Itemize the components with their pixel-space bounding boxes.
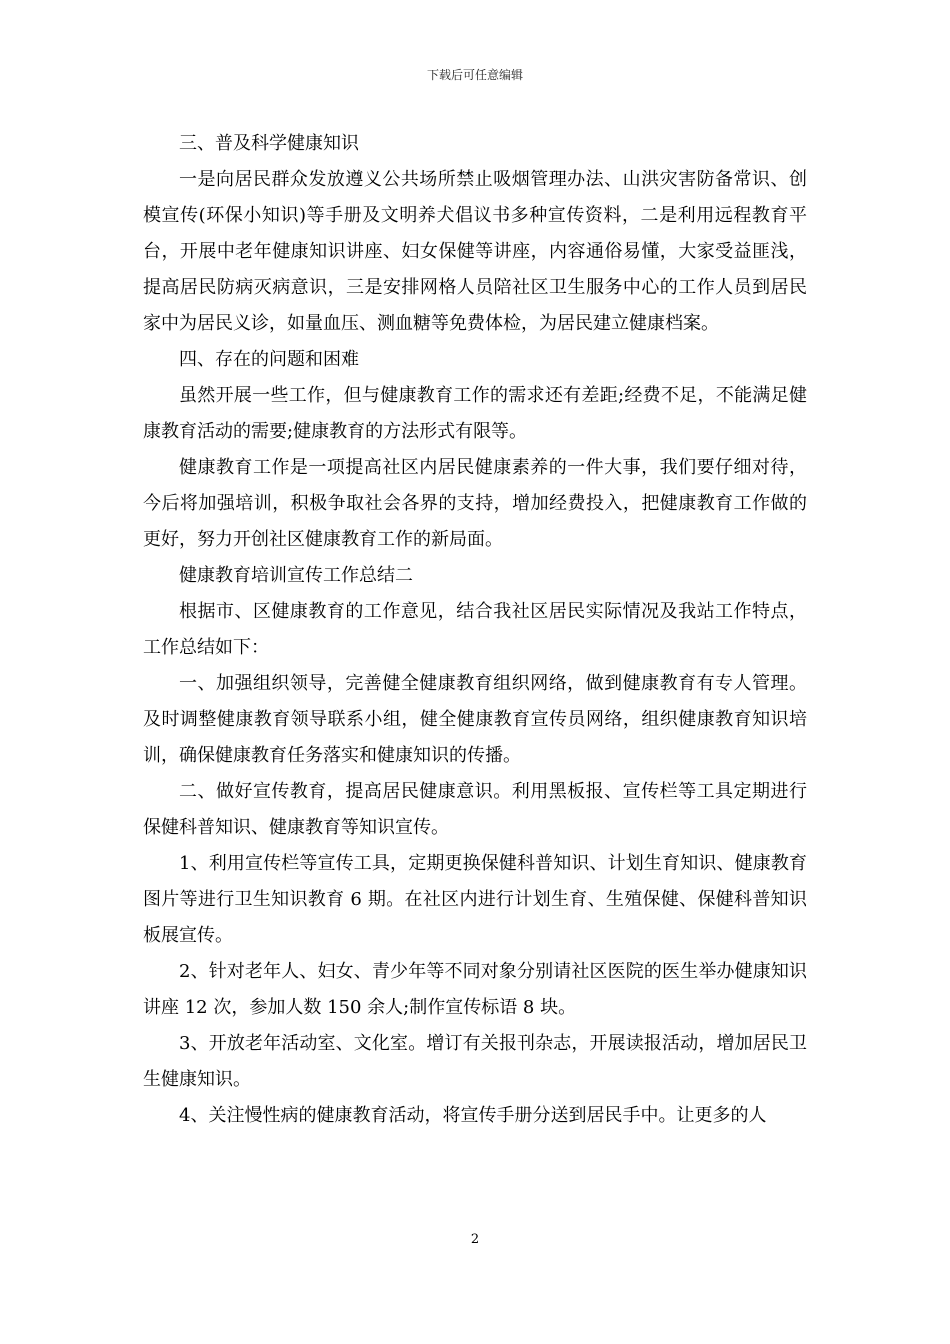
list-item: 3、开放老年活动室、文化室。增订有关报刊杂志，开展读报活动，增加居民卫生健康知识。 — [143, 1033, 807, 1090]
list-item: 1、利用宣传栏等宣传工具，定期更换保健科普知识、计划生育知识、健康教育图片等进行卫生知识教育 6 期。在社区内进行计划生育、生殖保健、保健科普知识板展宣传。 — [143, 853, 807, 946]
body-paragraph: 一是向居民群众发放遵义公共场所禁止吸烟管理办法、山洪灾害防备常识、创模宣传(环保小知识)等手册及文明养犬倡议书多种宣传资料，二是利用远程教育平台，开展中老年健康知识讲座、妇女保健等讲座，内容通俗易懂，大家受益匪浅，提高居民防病灭病意识，三是安排网格人员陪社区卫生服务中心的工作人员到居民家中为居民义诊，如量血压、测血糖等免费体检，为居民建立健康档案。 — [143, 169, 807, 334]
document-body — [143, 126, 807, 1134]
page-header: 下载后可任意编辑 — [426, 68, 523, 82]
body-paragraph: 虽然开展一些工作，但与健康教育工作的需求还有差距;经费不足，不能满足健康教育活动的需要;健康教育的方法形式有限等。 — [143, 385, 807, 442]
section-heading-3: 三、普及科学健康知识 — [179, 133, 359, 154]
body-paragraph: 根据市、区健康教育的工作意见，结合我社区居民实际情况及我站工作特点，工作总结如下： — [143, 601, 807, 658]
page-number: 2 — [470, 1232, 480, 1247]
document-subtitle: 健康教育培训宣传工作总结二 — [179, 565, 413, 586]
list-item: 4、关注慢性病的健康教育活动，将宣传手册分送到居民手中。让更多的人 — [179, 1105, 767, 1126]
list-item: 2、针对老年人、妇女、青少年等不同对象分别请社区医院的医生举办健康知识讲座 12 次，参加人数 150 余人;制作宣传标语 8 块。 — [143, 961, 807, 1018]
body-paragraph: 健康教育工作是一项提高社区内居民健康素养的一件大事，我们要仔细对待，今后将加强培训，积极争取社会各界的支持，增加经费投入，把健康教育工作做的更好，努力开创社区健康教育工作的新局面。 — [143, 457, 807, 550]
body-paragraph: 二、做好宣传教育，提高居民健康意识。利用黑板报、宣传栏等工具定期进行保健科普知识、健康教育等知识宣传。 — [143, 781, 807, 838]
section-heading-4: 四、存在的问题和困难 — [179, 349, 359, 370]
body-paragraph: 一、加强组织领导，完善健全健康教育组织网络，做到健康教育有专人管理。及时调整健康教育领导联系小组，健全健康教育宣传员网络，组织健康教育知识培训，确保健康教育任务落实和健康知识的传播。 — [143, 673, 807, 766]
